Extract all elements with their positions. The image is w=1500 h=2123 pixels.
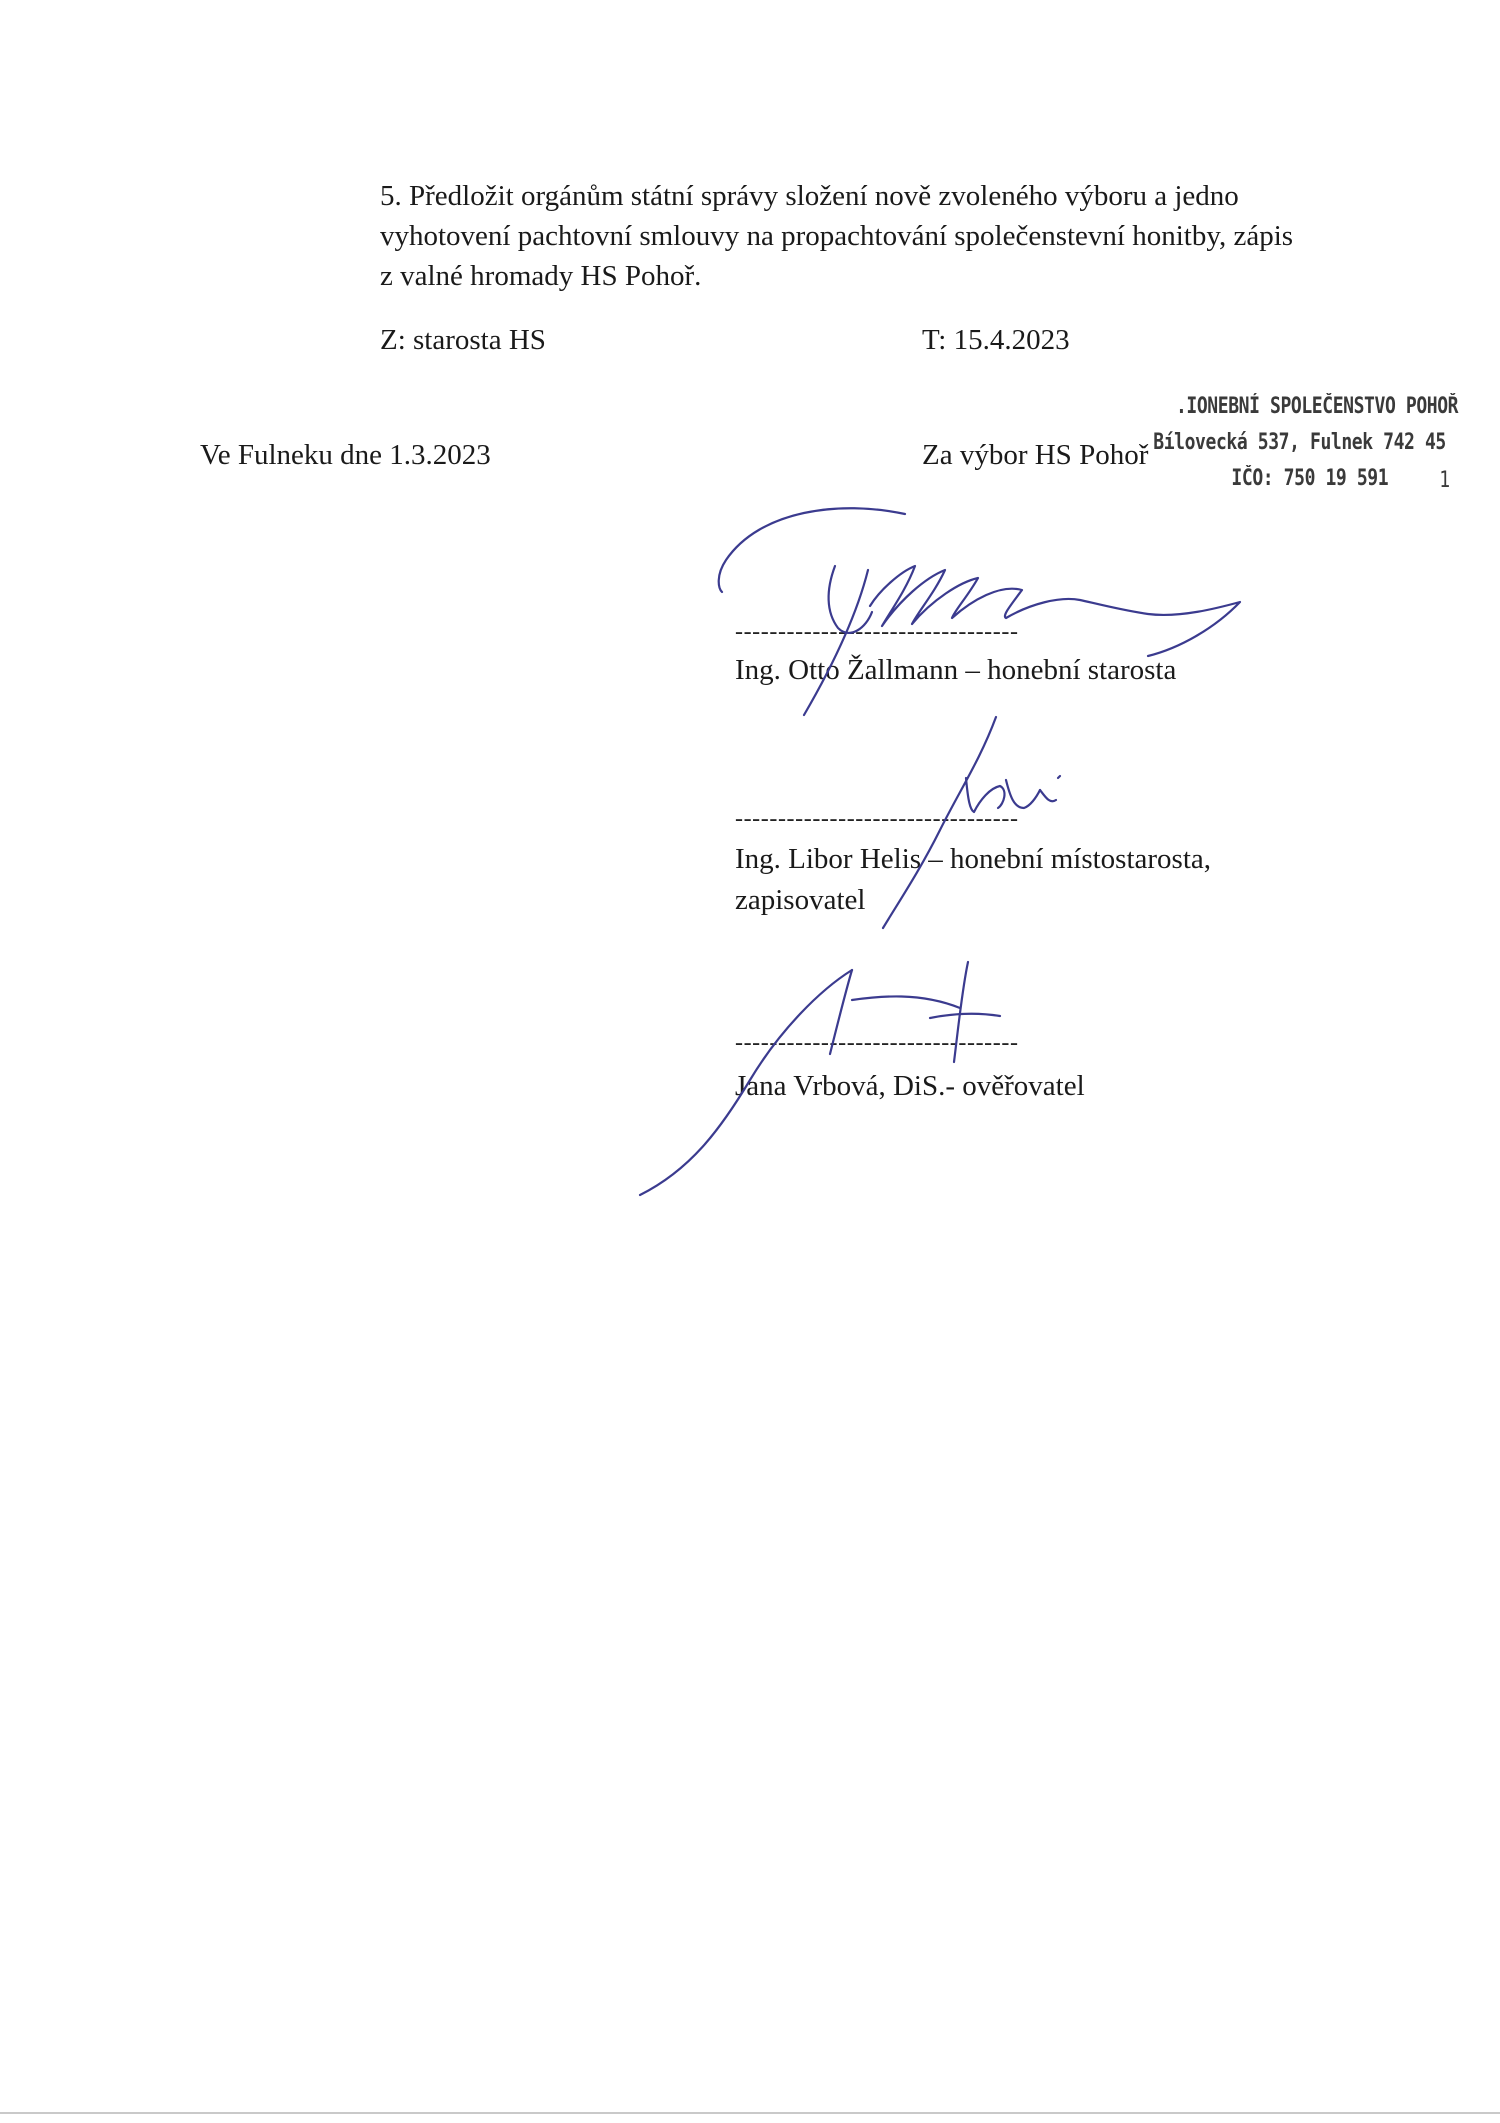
- signatory-name: Ing. Otto Žallmann – honební starosta: [735, 654, 1177, 686]
- signatory-name: Ing. Libor Helis – honební místostarosta,: [735, 843, 1212, 875]
- stamp-line: .IONEBNÍ SPOLEČENSTVO POHOŘ: [1175, 394, 1458, 419]
- signatory-name: Jana Vrbová, DiS.- ověřovatel: [735, 1070, 1085, 1102]
- paragraph-line: 5. Předložit orgánům státní správy složení nově zvoleného výboru a jedno: [380, 180, 1239, 212]
- place-and-date: Ve Fulneku dne 1.3.2023: [200, 439, 491, 471]
- stamp-line: Bílovecká 537, Fulnek 742 45: [1153, 430, 1446, 455]
- paragraph-line: vyhotovení pachtovní smlouvy na propachtování společenstevní honitby, zápis: [380, 220, 1294, 252]
- responsible-person: Z: starosta HS: [380, 324, 546, 356]
- signatory-role: zapisovatel: [735, 884, 866, 916]
- deadline: T: 15.4.2023: [922, 324, 1070, 356]
- signature-line: ---------------------------------: [735, 619, 1019, 645]
- point-5-paragraph: [380, 176, 1370, 296]
- paragraph-line: z valné hromady HS Pohoř.: [380, 260, 702, 292]
- stamp-line: IČO: 750 19 591: [1231, 466, 1388, 491]
- for-committee-label: Za výbor HS Pohoř: [922, 439, 1149, 471]
- signature-line: ---------------------------------: [735, 806, 1019, 832]
- page-bottom-edge: [0, 2112, 1500, 2114]
- stamp-number: 1: [1439, 468, 1450, 493]
- signature-line: ---------------------------------: [735, 1030, 1019, 1056]
